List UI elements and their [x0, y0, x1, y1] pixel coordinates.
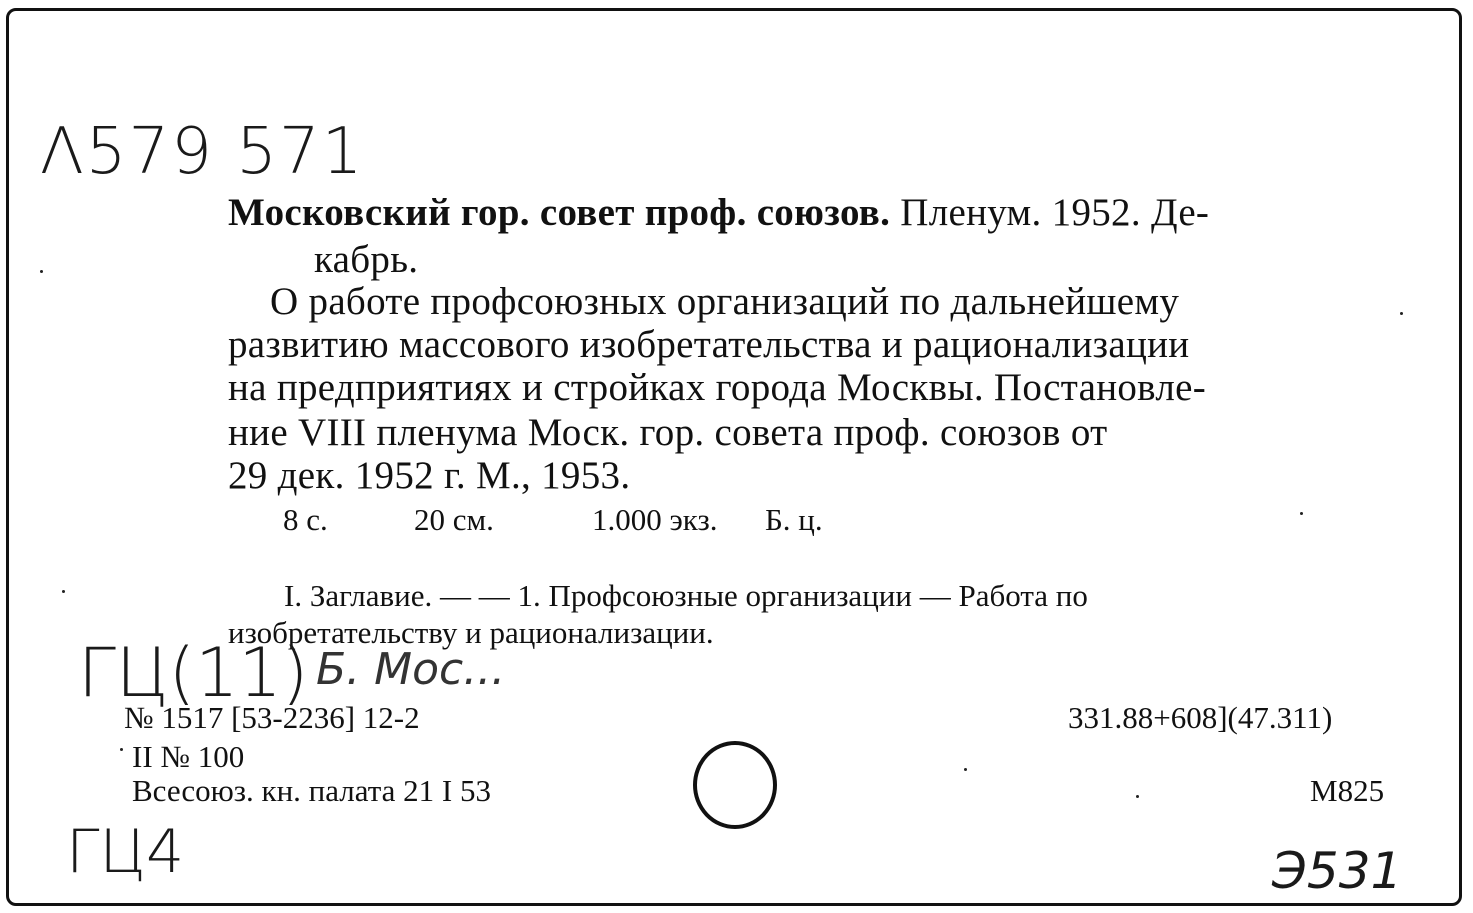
heading-author: Московский гор. совет проф. союзов.: [228, 191, 891, 234]
handwritten-shelf-mark: ГЦ(11): [78, 634, 309, 713]
handwritten-bottom-left: ГЦ4: [66, 817, 185, 887]
collation-price: Б. ц.: [765, 502, 823, 537]
heading-rest: Пленум. 1952. Де-: [900, 191, 1210, 234]
tracings-line-2: изобретательству и рационализации.: [228, 615, 714, 650]
speck: [40, 270, 43, 273]
heading-line: [228, 193, 1209, 232]
series-number: II № 100: [132, 739, 245, 774]
cutter-number: М825: [1310, 773, 1385, 808]
handwritten-call-number: Λ579 571: [40, 115, 365, 189]
collation-copies: 1.000 экз.: [592, 502, 718, 537]
handwritten-note: Б. Мос...: [316, 644, 506, 695]
book-chamber: Всесоюз. кн. палата 21 I 53: [132, 773, 491, 808]
tracings-line-1: I. Заглавие. — — 1. Профсоюзные организации — Работа по: [284, 578, 1088, 613]
speck: [120, 748, 123, 751]
title-line-1: О работе профсоюзных организаций по дальнейшему: [270, 280, 1180, 323]
heading-continuation: кабрь.: [314, 238, 419, 281]
record-number: № 1517 [53-2236] 12-2: [124, 700, 420, 735]
title-line-5: 29 дек. 1952 г. М., 1953.: [228, 454, 631, 497]
collation-size: 20 см.: [414, 502, 494, 537]
speck: [1400, 312, 1403, 315]
title-line-2: развитию массового изобретательства и рационализации: [228, 323, 1190, 366]
speck: [1300, 512, 1303, 515]
speck: [62, 590, 65, 593]
classification-index: 331.88+608](47.311): [1068, 700, 1333, 735]
title-line-3: на предприятиях и стройках города Москвы. Постановле-: [228, 366, 1207, 409]
speck: [1136, 795, 1139, 798]
title-line-4: ние VIII пленума Моск. гор. совета проф. союзов от: [228, 411, 1108, 454]
collation-pages: 8 с.: [283, 502, 328, 537]
speck: [964, 768, 967, 771]
punch-hole-icon: [690, 738, 780, 833]
handwritten-bottom-right: Э531: [1272, 842, 1403, 900]
